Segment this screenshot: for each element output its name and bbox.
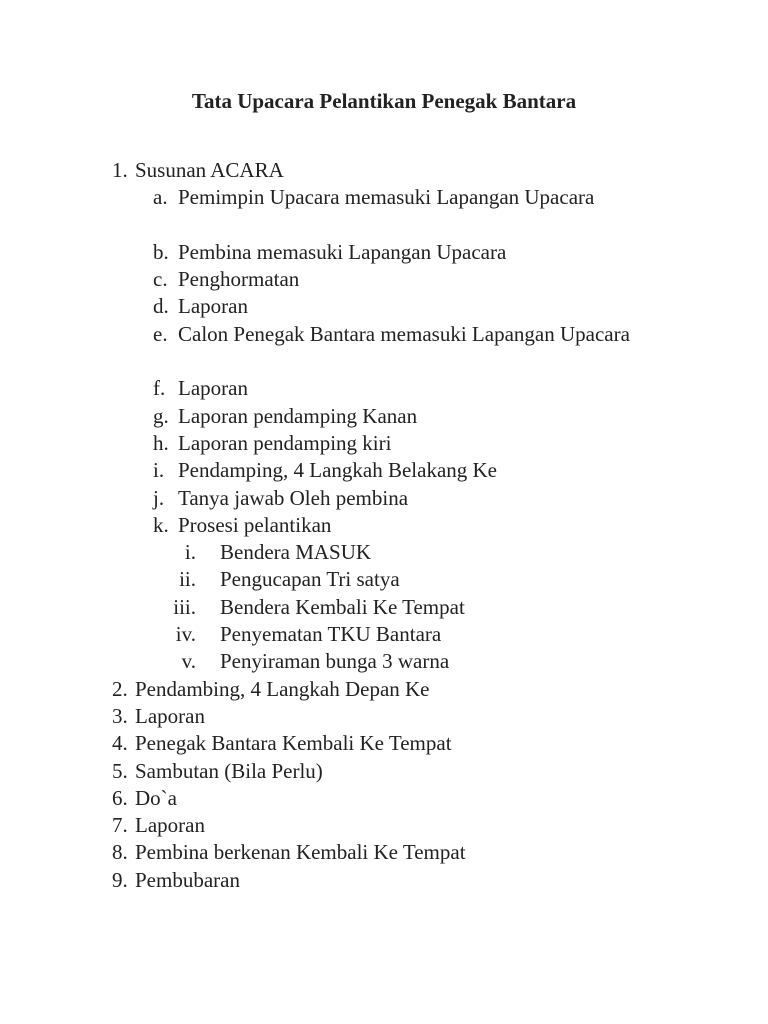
sub-item-letter: j. <box>153 485 165 510</box>
sub-item-letter: i. <box>153 458 165 483</box>
sub-list-item <box>0 457 768 484</box>
list-item <box>0 867 768 894</box>
sub-item-text: Laporan <box>178 376 248 401</box>
list-item <box>0 785 768 812</box>
item-text: Pembina berkenan Kembali Ke Tempat <box>135 840 466 865</box>
sub-list-item <box>0 184 768 239</box>
sub-list-item <box>0 430 768 457</box>
sub-list-item <box>0 239 768 266</box>
sub-item-letter: e. <box>153 321 168 346</box>
roman-numeral: v. <box>181 649 196 674</box>
list-item <box>0 676 768 703</box>
sub-list-item <box>0 266 768 293</box>
sub-item-letter: k. <box>153 512 169 537</box>
roman-item-text: Penyiraman bunga 3 warna <box>220 649 450 674</box>
item-text: Laporan <box>135 813 205 838</box>
item-number: 1. <box>112 158 128 182</box>
sub-item-letter: b. <box>153 239 169 264</box>
roman-list-item <box>0 539 768 566</box>
item-number: 6. <box>112 785 128 810</box>
item-text: Laporan <box>135 703 205 728</box>
list-item <box>0 157 768 184</box>
item-number: 2. <box>112 676 128 701</box>
sub-list-item <box>0 485 768 512</box>
item-number: 3. <box>112 703 128 728</box>
sub-list-item <box>0 403 768 430</box>
item-text: Pembubaran <box>135 867 240 892</box>
sub-item-text: Penghormatan <box>178 267 300 292</box>
roman-numeral: i. <box>184 540 196 565</box>
sub-list-item <box>0 321 768 376</box>
roman-item-text: Pengucapan Tri satya <box>220 567 400 592</box>
roman-list-item <box>0 621 768 648</box>
item-text: Do`a <box>135 785 177 810</box>
sub-item-letter: c. <box>153 267 168 292</box>
list-item <box>0 758 768 785</box>
sub-item-text: Pembina memasuki Lapangan Upacara <box>178 239 507 264</box>
list-item <box>0 703 768 730</box>
roman-list-item <box>0 594 768 621</box>
roman-list-item <box>0 648 768 675</box>
roman-numeral: ii. <box>179 567 196 592</box>
item-text: Susunan ACARA <box>135 158 284 182</box>
sub-list-item <box>0 512 768 539</box>
document-title: Tata Upacara Pelantikan Penegak Bantara <box>191 89 577 113</box>
sub-item-text: Calon Penegak Bantara memasuki Lapangan Upacara <box>178 321 630 346</box>
item-number: 9. <box>112 867 128 892</box>
sub-item-text: Prosesi pelantikan <box>178 512 332 537</box>
sub-item-text: Laporan pendamping Kanan <box>178 403 418 428</box>
list-item <box>0 812 768 839</box>
procedure-list <box>0 157 768 894</box>
item-text: Penegak Bantara Kembali Ke Tempat <box>135 731 452 756</box>
item-number: 8. <box>112 840 128 865</box>
sub-item-letter: a. <box>153 185 168 210</box>
sub-item-letter: h. <box>153 430 169 455</box>
item-text: Pendambing, 4 Langkah Depan Ke <box>135 676 430 701</box>
sub-list-item <box>0 375 768 402</box>
item-number: 7. <box>112 813 128 838</box>
roman-item-text: Bendera MASUK <box>220 540 372 565</box>
sub-item-text: Pemimpin Upacara memasuki Lapangan Upacara <box>178 185 595 210</box>
sub-item-letter: f. <box>153 376 166 401</box>
sub-list-item <box>0 293 768 320</box>
roman-list-item <box>0 566 768 593</box>
list-item <box>0 730 768 757</box>
roman-numeral: iv. <box>175 622 196 647</box>
item-text: Sambutan (Bila Perlu) <box>135 758 323 783</box>
roman-item-text: Penyematan TKU Bantara <box>220 622 442 647</box>
sub-item-text: Pendamping, 4 Langkah Belakang Ke <box>178 458 497 483</box>
sub-item-text: Laporan pendamping kiri <box>178 430 392 455</box>
list-item <box>0 839 768 866</box>
sub-item-text: Laporan <box>178 294 248 319</box>
sub-item-letter: d. <box>153 294 169 319</box>
item-number: 4. <box>112 731 128 756</box>
sub-item-text: Tanya jawab Oleh pembina <box>178 485 409 510</box>
sub-item-letter: g. <box>153 403 169 428</box>
item-number: 5. <box>112 758 128 783</box>
roman-numeral: iii. <box>173 594 196 619</box>
roman-item-text: Bendera Kembali Ke Tempat <box>220 594 465 619</box>
